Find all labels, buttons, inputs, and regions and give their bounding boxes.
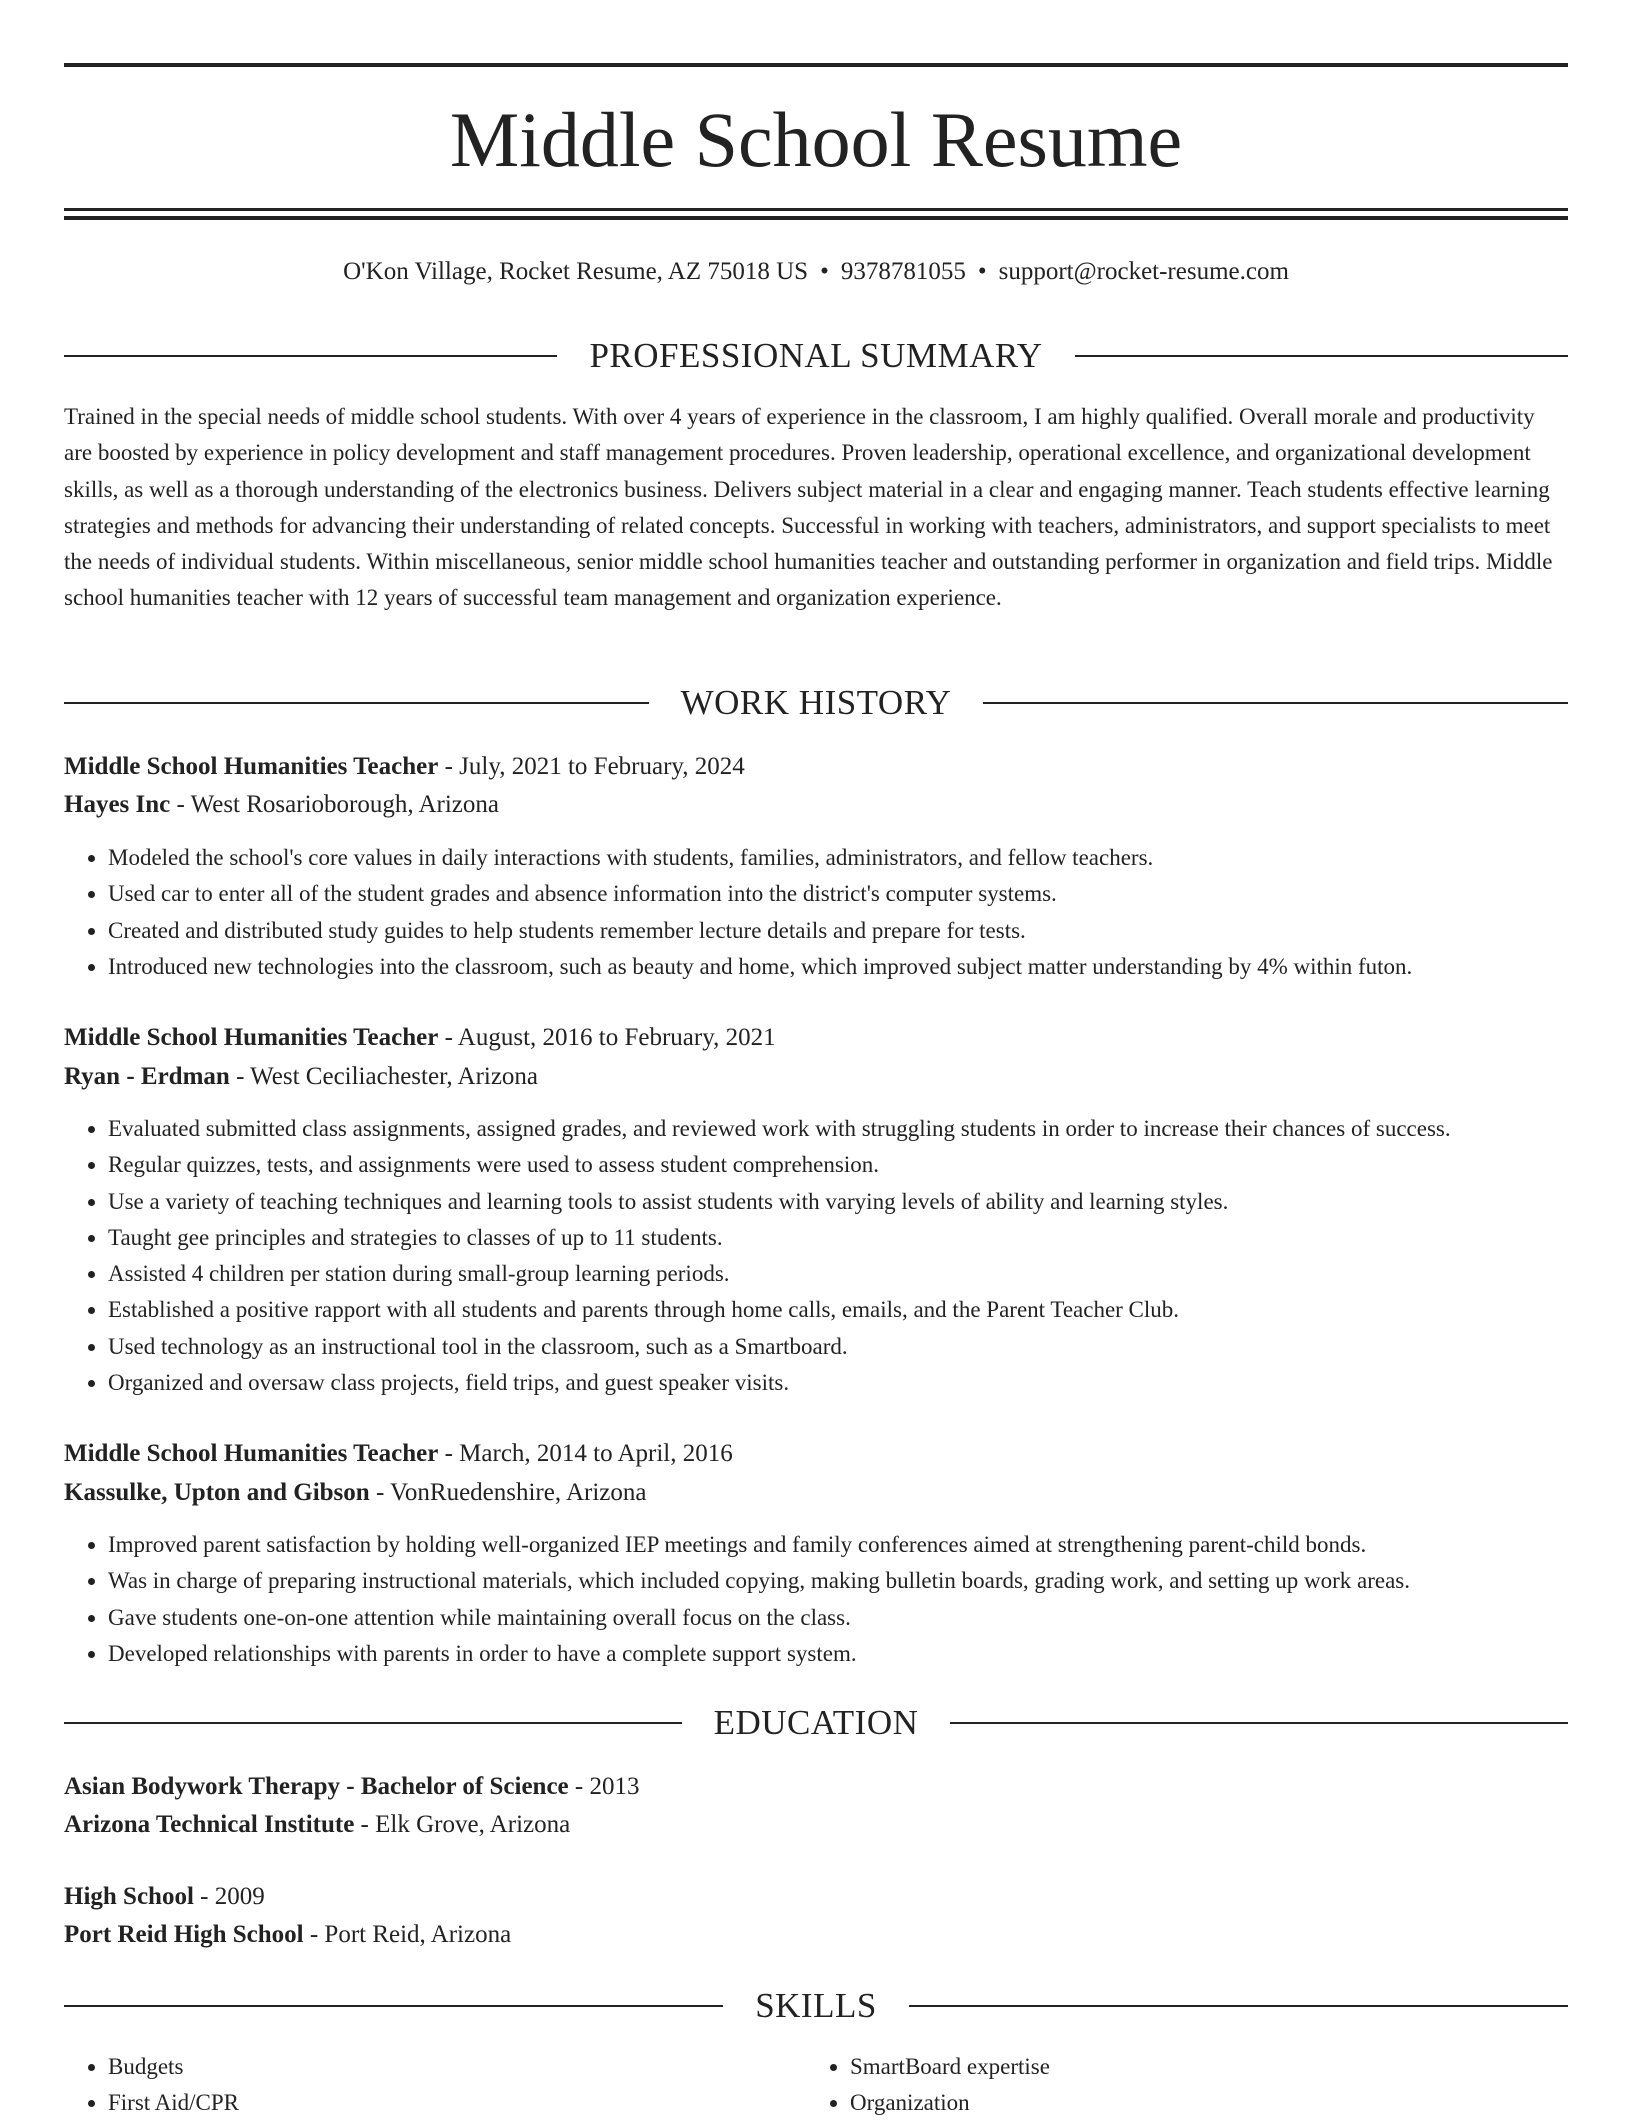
list-item: • Improved parent satisfaction by holding well-organized IEP meetings and family conferences aimed at strengthening parent-child bonds. [108,1527,1612,1563]
education-location: - Elk Grove, Arizona [354,1811,571,1838]
job-company-line [64,1058,1568,1096]
list-item: • Use a variety of teaching techniques and learning tools to assist students with varying levels of ability and learning styles. [108,1184,1612,1220]
list-item: • Used technology as an instructional tool in the classroom, such as a Smartboard. [108,1329,1612,1365]
education-degree: Asian Bodywork Therapy - Bachelor of Science [64,1773,569,1800]
job-location: - West Ceciliachester, Arizona [229,1063,539,1090]
title-rule-upper [64,208,1568,211]
list-item: • Organized and oversaw class projects, field trips, and guest speaker visits. [108,1365,1612,1401]
heading-rule-left [64,2005,723,2007]
heading-rule-left [64,1722,682,1724]
heading-rule-right [1075,355,1568,357]
section-title: PROFESSIONAL SUMMARY [589,336,1043,375]
job-location: - VonRuedenshire, Arizona [369,1479,647,1506]
list-item: • Developed relationships with parents in order to have a complete support system. [108,1636,1612,1672]
education-school: Port Reid High School [64,1921,304,1948]
job-title: Middle School Humanities Teacher [64,1024,439,1051]
contact-line [64,254,1568,290]
heading-rule-left [64,355,557,357]
list-item: • Modeled the school's core values in daily interactions with students, families, administrators, and fellow teachers. [108,840,1612,876]
list-item: • Evaluated submitted class assignments, assigned grades, and reviewed work with struggling students in order to increase their chances of success. [108,1111,1612,1147]
job-dates: - March, 2014 to April, 2016 [438,1440,733,1467]
job-company: Hayes Inc [64,791,171,818]
list-item: • Established a positive rapport with all students and parents through home calls, emails, and the Parent Teacher Club. [108,1292,1612,1328]
education-degree-line [64,1768,1568,1806]
skills-list-left [64,2049,808,2121]
list-item: • Created and distributed study guides to help students remember lecture details and prepare for tests. [108,913,1612,949]
job-dates: - July, 2021 to February, 2024 [438,753,745,780]
top-rule [64,63,1568,67]
job-location: - West Rosarioborough, Arizona [170,791,499,818]
page-title: Middle School Resume [449,96,1183,183]
section-title: EDUCATION [713,1703,919,1742]
heading-rule-right [983,702,1568,704]
title-rule-lower [64,216,1568,220]
job-company: Kassulke, Upton and Gibson [64,1479,370,1506]
skill-item: • SmartBoard expertise [850,2049,1550,2085]
heading-rule-right [909,2005,1568,2007]
summary-text: Trained in the special needs of middle school students. With over 4 years of experience in the classroom, I am highly qualified. Overall morale and productivity are boosted by experience in policy development and staff management procedures. Proven leadership, operational excellence, and organizational development skills, as well as a thorough understanding of the electronics business. Delivers subject material in a clear and engaging manner. Teach students effective learning strategies and methods for advancing their understanding of related concepts. Successful in working with teachers, administrators, and support specialists to meet the needs of individual students. Within miscellaneous, senior middle school humanities teacher and outstanding performer in organization and field trips. Middle school humanities teacher with 12 years of successful team management and organization experience. [64,404,1553,611]
contact-separator: • [977,258,987,285]
education-school: Arizona Technical Institute [64,1811,355,1838]
job-company-line [64,1474,1568,1512]
section-heading-skills [64,1984,1568,2028]
list-item: • Regular quizzes, tests, and assignments were used to assess student comprehension. [108,1147,1612,1183]
skills-list-right [806,2049,1550,2121]
list-item: • Used car to enter all of the student grades and absence information into the district's computer systems. [108,876,1612,912]
job-title-line [64,1435,1568,1473]
job-company-line [64,786,1568,824]
job-bullets [64,840,1612,985]
skill-item: • First Aid/CPR [108,2085,808,2121]
section-heading-education [64,1701,1568,1745]
job-title: Middle School Humanities Teacher [64,1440,439,1467]
contact-address: O'Kon Village, Rocket Resume, AZ 75018 US [343,258,809,285]
education-year: - 2013 [568,1773,640,1800]
list-item: • Introduced new technologies into the classroom, such as beauty and home, which improved subject matter understanding by 4% within futon. [108,949,1612,985]
contact-separator: • [820,258,829,285]
job-bullets [64,1111,1612,1401]
list-item: • Taught gee principles and strategies to classes of up to 11 students. [108,1220,1612,1256]
job-title-line [64,748,1568,786]
section-title: SKILLS [755,1986,877,2025]
section-title: WORK HISTORY [680,683,952,722]
job-bullets [64,1527,1612,1672]
education-degree-line [64,1878,1568,1916]
education-location: - Port Reid, Arizona [303,1921,512,1948]
job-title: Middle School Humanities Teacher [64,753,439,780]
education-year: - 2009 [193,1883,265,1910]
heading-rule-right [950,1722,1568,1724]
education-school-line [64,1916,1568,1954]
skill-item: • Budgets [108,2049,808,2085]
job-title-line [64,1019,1568,1057]
section-heading-work-history [64,681,1568,725]
list-item: • Was in charge of preparing instructional materials, which included copying, making bulletin boards, grading work, and setting up work areas. [108,1563,1612,1599]
skill-item: • Organization [850,2085,1550,2121]
education-degree: High School [64,1883,194,1910]
contact-phone: 9378781055 [840,258,966,285]
job-company: Ryan - Erdman [64,1063,230,1090]
list-item: • Assisted 4 children per station during small-group learning periods. [108,1256,1612,1292]
section-heading-summary [64,334,1568,378]
education-school-line [64,1806,1568,1844]
heading-rule-left [64,702,649,704]
contact-email: support@rocket-resume.com [998,258,1289,285]
list-item: • Gave students one-on-one attention while maintaining overall focus on the class. [108,1600,1612,1636]
job-dates: - August, 2016 to February, 2021 [438,1024,776,1051]
